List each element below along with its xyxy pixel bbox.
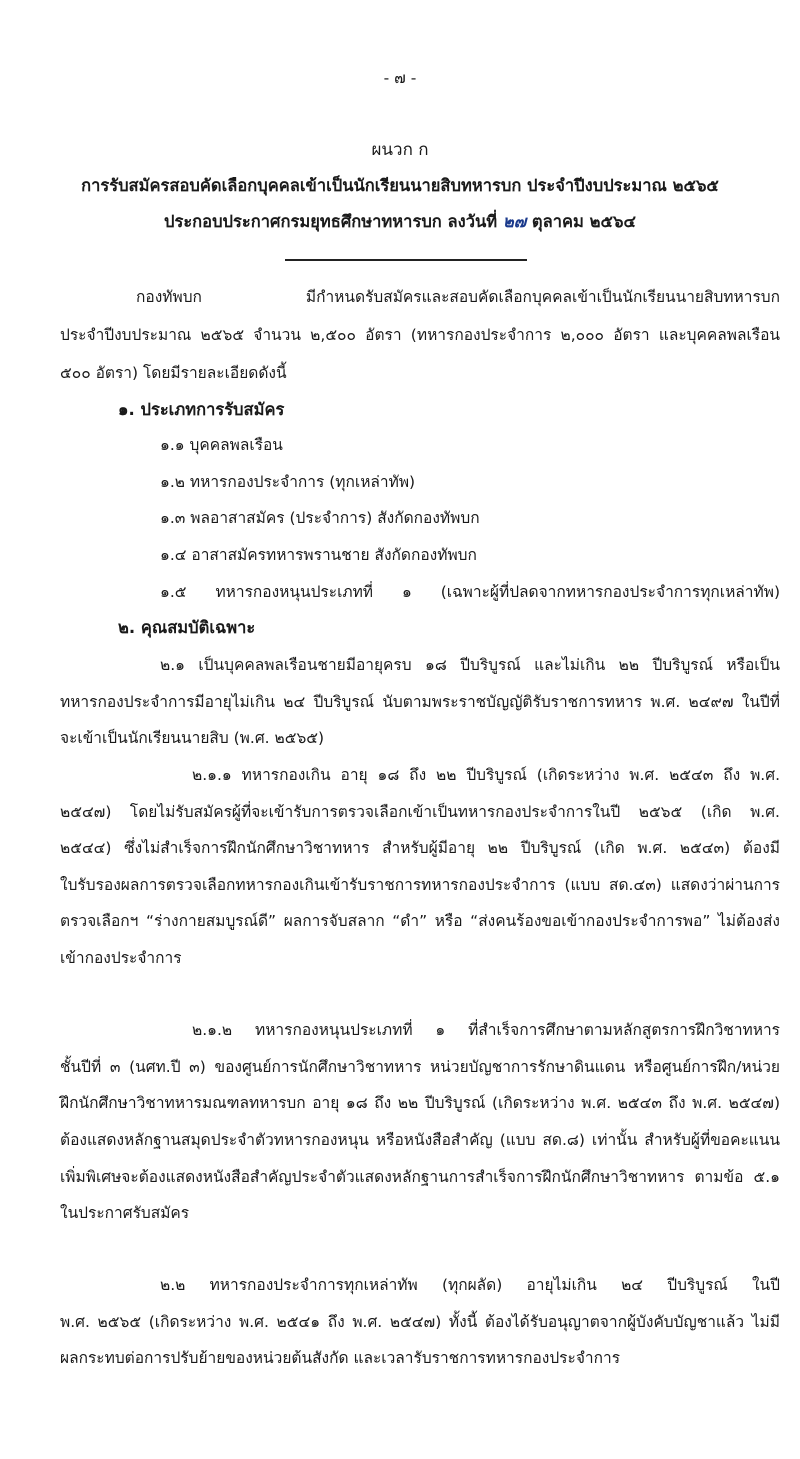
document-subtitle — [0, 211, 800, 233]
text-line: ประจำปีงบประมาณ ๒๕๖๕ จำนวน ๒,๕๐๐ อัตรา (ทหารกองประจำการ ๒,๐๐๐ อัตรา และบุคคลพลเรือน — [60, 326, 780, 344]
text-line: ๒.๑ เป็นบุคคลพลเรือนชายมีอายุครบ ๑๘ ปีบริบูรณ์ และไม่เกิน ๒๒ ปีบริบูรณ์ หรือเป็น — [160, 656, 780, 674]
text-line: ต้องแสดงหลักฐานสมุดประจำตัวทหารกองหนุน หรือหนังสือสำคัญ (แบบ สด.๘) เท่านั้น สำหรับผู้ที่ขอคะแนน — [60, 1131, 780, 1149]
text-line: กองทัพบก มีกำหนดรับสมัครและสอบคัดเลือกบุคคลเข้าเป็นนักเรียนนายสิบทหารบก — [136, 288, 780, 306]
text-line: ผลกระทบต่อการปรับย้ายของหน่วยต้นสังกัด และเวลารับราชการทหารกองประจำการ — [60, 1349, 621, 1367]
section-heading: ๑. ประเภทการรับสมัคร — [118, 400, 285, 419]
text-line: พ.ศ. ๒๕๖๕ (เกิดระหว่าง พ.ศ. ๒๕๔๑ ถึง พ.ศ. ๒๕๔๗) ทั้งนี้ ต้องได้รับอนุญาตจากผู้บังคับบัญชาแล้ว ไม่มี — [60, 1313, 780, 1331]
text-line: เพิ่มพิเศษจะต้องแสดงหนังสือสำคัญประจำตัวแสดงหลักฐานการสำเร็จการฝึกนักศึกษาวิชาทหาร ตามข้อ ๕.๑ — [60, 1168, 780, 1186]
text-line: ทหารกองประจำการมีอายุไม่เกิน ๒๔ ปีบริบูรณ์ นับตามพระราชบัญญัติรับราชการทหาร พ.ศ. ๒๔๙๗ ในปีที่ — [60, 693, 780, 711]
text-line: ฝึกนักศึกษาวิชาทหารมณฑลทหารบก อายุ ๑๘ ถึง ๒๒ ปีบริบูรณ์ (เกิดระหว่าง พ.ศ. ๒๕๔๓ ถึง พ.ศ. ๒๕๔๗) — [60, 1094, 780, 1112]
text-line: ๒๕๔๔) ซึ่งไม่สำเร็จการฝึกนักศึกษาวิชาทหาร สำหรับผู้มีอายุ ๒๒ ปีบริบูรณ์ (เกิด พ.ศ. ๒๕๔๓) ต้องมี — [60, 839, 780, 857]
divider — [285, 259, 527, 261]
text-line: ๒.๒ ทหารกองประจำการทุกเหล่าทัพ (ทุกผลัด) อายุไม่เกิน ๒๔ ปีบริบูรณ์ ในปี — [160, 1276, 780, 1294]
text-line: ๑.๒ ทหารกองประจำการ (ทุกเหล่าทัพ) — [160, 473, 416, 491]
page-number: - ๗ - — [383, 69, 417, 87]
text-line: ใบรับรองผลการตรวจเลือกทหารกองเกินเข้ารับราชการทหารกองประจำการ (แบบ สด.๔๓) แสดงว่าผ่านการ — [60, 876, 780, 894]
subtitle-day: ๒๗ — [502, 212, 527, 231]
section-heading: ๒. คุณสมบัติเฉพาะ — [118, 618, 256, 637]
text-line: ๑.๓ พลอาสาสมัคร (ประจำการ) สังกัดกองทัพบก — [160, 509, 480, 527]
subtitle-suffix: ตุลาคม ๒๕๖๔ — [531, 212, 636, 231]
text-line: ๑.๑ บุคคลพลเรือน — [160, 436, 283, 454]
annex-label: ผนวก ก — [371, 140, 429, 160]
text-line: ๒.๑.๑ ทหารกองเกิน อายุ ๑๘ ถึง ๒๒ ปีบริบูรณ์ (เกิดระหว่าง พ.ศ. ๒๕๔๓ ถึง พ.ศ. — [192, 766, 780, 784]
text-line: ๑.๔ อาสาสมัครทหารพรานชาย สังกัดกองทัพบก — [160, 546, 477, 564]
text-line: ๒.๑.๒ ทหารกองหนุนประเภทที่ ๑ ที่สำเร็จการศึกษาตามหลักสูตรการฝึกวิชาทหาร — [192, 1021, 780, 1039]
subtitle-prefix: ประกอบประกาศกรมยุทธศึกษาทหารบก ลงวันที่ — [163, 212, 498, 231]
text-line: เข้ากองประจำการ — [60, 949, 182, 967]
text-line: ตรวจเลือกฯ “ร่างกายสมบูรณ์ดี” ผลการจับสลาก “ดำ” หรือ “ส่งคนร้องขอเข้ากองประจำการพอ” ไม่ต้องส่ง — [60, 912, 780, 930]
text-line: จะเข้าเป็นนักเรียนนายสิบ (พ.ศ. ๒๕๖๕) — [60, 729, 325, 747]
text-line: ในประกาศรับสมัคร — [60, 1204, 190, 1222]
document-title: การรับสมัครสอบคัดเลือกบุคคลเข้าเป็นนักเรียนนายสิบทหารบก ประจำปีงบประมาณ ๒๕๖๕ — [81, 176, 719, 195]
text-line: ๒๕๔๗) โดยไม่รับสมัครผู้ที่จะเข้ารับการตรวจเลือกเข้าเป็นทหารกองประจำการในปี ๒๕๖๕ (เกิด พ.ศ. — [60, 803, 780, 821]
text-line: ชั้นปีที่ ๓ (นศท.ปี ๓) ของศูนย์การนักศึกษาวิชาทหาร หน่วยบัญชาการรักษาดินแดน หรือศูนย์การฝึก/หน่วย — [60, 1058, 780, 1076]
text-line: ๕๐๐ อัตรา) โดยมีรายละเอียดดังนี้ — [60, 364, 287, 382]
text-line: ๑.๕ ทหารกองหนุนประเภทที่ ๑ (เฉพาะผู้ที่ปลดจากทหารกองประจำการทุกเหล่าทัพ) — [160, 583, 780, 601]
